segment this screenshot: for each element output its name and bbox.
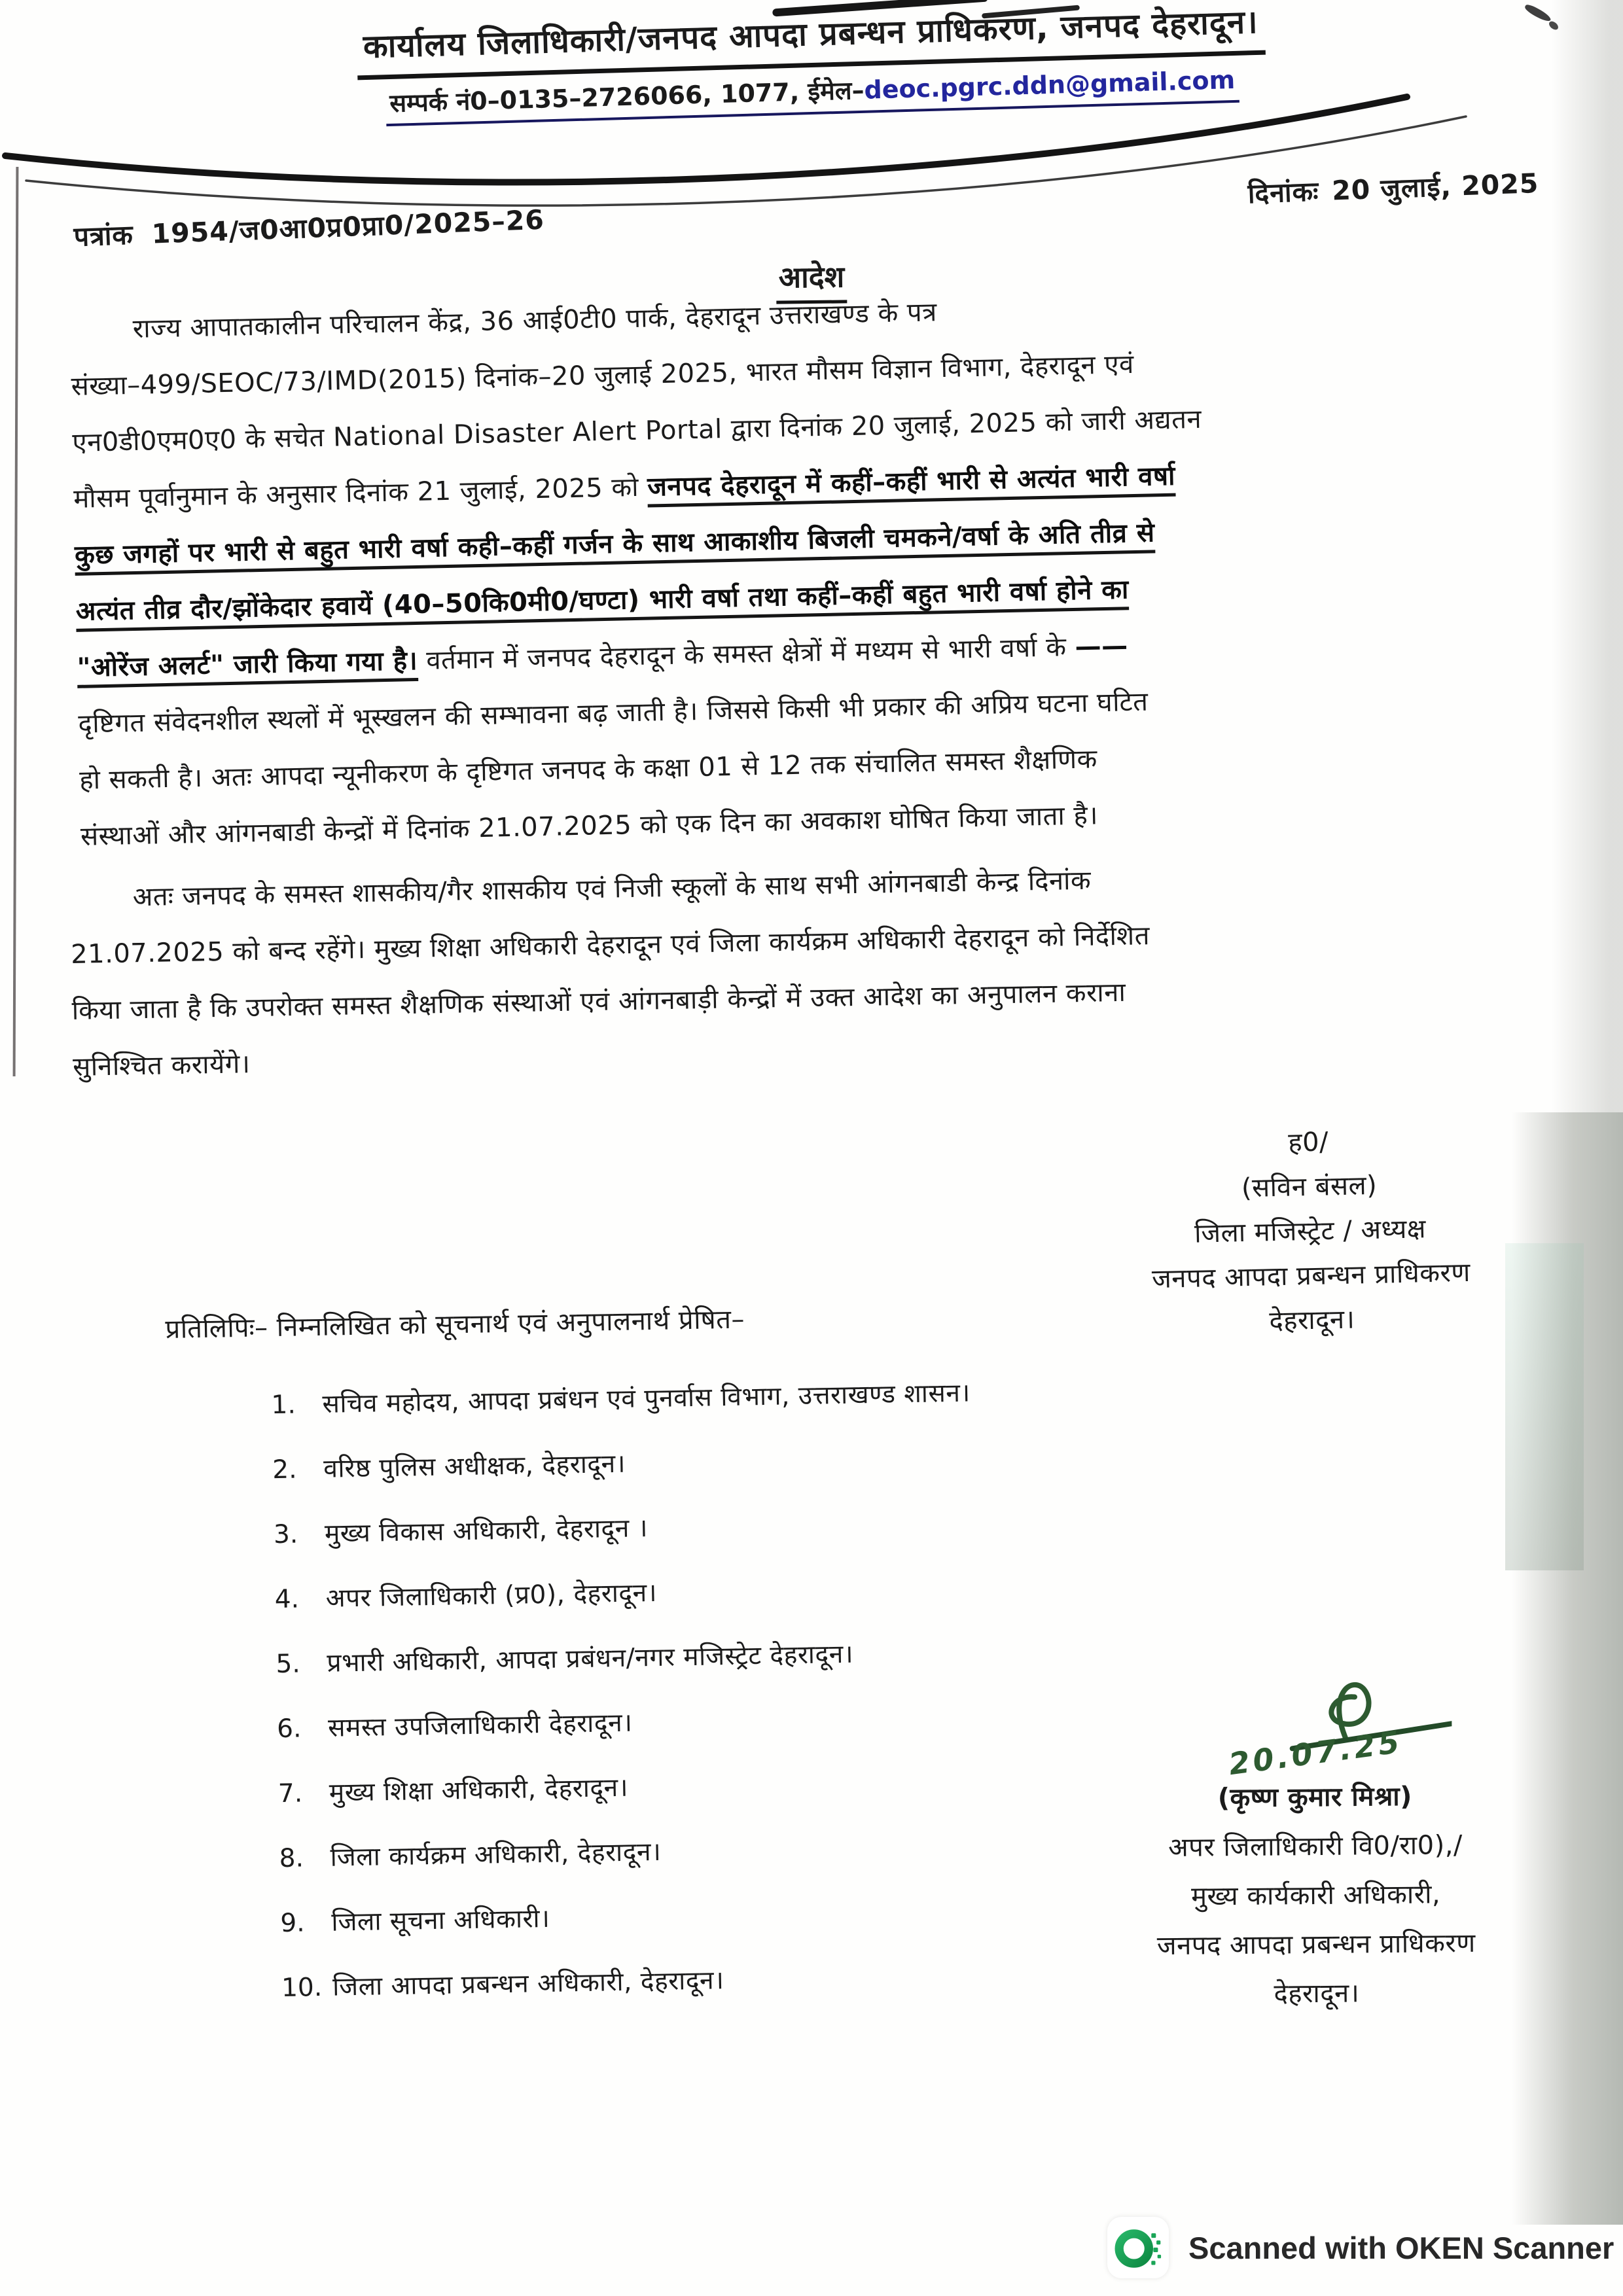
email-address: deoc.pgrc.ddn@gmail.com <box>863 65 1236 105</box>
body-line: अत्यंत तीव्र दौर/झोंकेदार हवायें (40–50कि0मी0/घण्टा) भारी वर्षा तथा कहीं–कहीं बहुत भारी वर्षा होने का <box>75 552 1561 640</box>
body-line: दृष्टिगत संवेदनशील स्थलों में भूस्खलन की सम्भावना बढ़ जाती है। जिससे किसी भी प्रकार की अप्रिय घटना घटित <box>78 686 1149 739</box>
item-number: 6. <box>276 1714 302 1744</box>
body-line: कुछ जगहों पर भारी से बहुत भारी वर्षा कही–कहीं गर्जन के साथ आकाशीय बिजली चमकने/वर्षा के अति तीव्र से <box>74 496 1560 584</box>
order-title: आदेश <box>776 256 847 304</box>
body-line: मौसम पूर्वानुमान के अनुसार दिनांक 21 जुलाई, 2025 को जनपद देहरादून में कहीं–कहीं भारी से अत्यंत भारी वर्षा <box>73 461 1176 514</box>
item-number: 8. <box>279 1843 304 1874</box>
body-line: अतः जनपद के समस्त शासकीय/गैर शासकीय एवं निजी स्कूलों के साथ सभी आंगनबाडी केन्द्र दिनांक <box>132 865 1092 913</box>
item-text: मुख्य विकास अधिकारी, देहरादून । <box>324 1513 649 1549</box>
item-text: जिला आपदा प्रबन्धन अधिकारी, देहरादून। <box>332 1966 724 2002</box>
letter-number: पत्रांक 1954/ज0आ0प्र0प्रा0/2025–26 <box>73 203 545 253</box>
signature-line: जिला मजिस्ट्रेट / अध्यक्ष <box>1194 1214 1427 1249</box>
distribution-heading: प्रतिलिपिः– निम्नलिखित को सूचनार्थ एवं अनुपालनार्थ प्रेषित– <box>165 1304 745 1345</box>
item-number: 3. <box>273 1519 298 1550</box>
item-text: प्रभारी अधिकारी, आपदा प्रबंधन/नगर मजिस्ट्रेट देहरादून। <box>327 1639 854 1678</box>
body-line: किया जाता है कि उपरोक्त समस्त शैक्षणिक संस्थाओं एवं आंगनबाड़ी केन्द्रों में उक्त आदेश का अनुपालन कराना <box>71 977 1126 1026</box>
item-number: 2. <box>272 1455 297 1485</box>
body-line: सुनिश्चित करायेंगे। <box>72 1049 251 1082</box>
signature-line: जनपद आपदा प्रबन्धन प्राधिकरण <box>1151 1257 1471 1295</box>
body-line: एन0डी0एम0ए0 के सचेत National Disaster Alert Portal द्वारा दिनांक 20 जुलाई, 2025 को जारी अद्यतन <box>72 404 1202 458</box>
body-line: संस्थाओं और आंगनबाडी केन्द्रों में दिनांक 21.07.2025 को एक दिन का अवकाश घोषित किया जाता है। <box>80 800 1099 852</box>
body-line: "ओरेंज अलर्ट" जारी किया गया है। वर्तमान में जनपद देहरादून के समस्त क्षेत्रों में मध्यम से भारी वर्षा के —— <box>77 609 1563 696</box>
body-line: संख्या–499/SEOC/73/IMD(2015) दिनांक–20 जुलाई 2025, भारत मौसम विज्ञान विभाग, देहरादून एवं <box>71 349 1135 402</box>
office-title: कार्यालय जिलाधिकारी/जनपद आपदा प्रबन्धन प्राधिकरण, जनपद देहरादून। <box>356 0 1266 80</box>
scan-edge-shadow <box>1505 1243 1584 1570</box>
item-number: 10. <box>281 1972 323 2004</box>
body-line: राज्य आपातकालीन परिचालन केंद्र, 36 आई0टी0 पार्क, देहरादून उत्तराखण्ड के पत्र <box>132 297 938 344</box>
signature-line: ह0/ <box>1287 1127 1329 1158</box>
signature-line: जनपद आपदा प्रबन्धन प्राधिकरण <box>1156 1928 1476 1962</box>
body-line: हो सकती है। अतः आपदा न्यूनीकरण के दृष्टिगत जनपद के कक्षा 01 से 12 तक संचालित समस्त शैक्षणिक <box>79 744 1098 796</box>
item-text: समस्त उपजिलाधिकारी देहरादून। <box>327 1708 633 1743</box>
signature-line: देहरादून। <box>1268 1304 1355 1337</box>
item-text: सचिव महोदय, आपदा प्रबंधन एवं पुनर्वास विभाग, उत्तराखण्ड शासन। <box>322 1378 971 1419</box>
letter-date: दिनांकः 20 जुलाई, 2025 <box>1247 167 1540 210</box>
endorsing-officer-block <box>1085 1673 1546 2021</box>
order-body-paragraph-2 <box>69 844 1559 1095</box>
officer-name: (कृष्ण कुमार मिश्रा) <box>1217 1781 1413 1814</box>
item-text: अपर जिलाधिकारी (प्र0), देहरादून। <box>325 1578 658 1614</box>
item-text: जिला कार्यक्रम अधिकारी, देहरादून। <box>330 1837 662 1873</box>
signature-line: (सविन बंसल) <box>1241 1170 1378 1204</box>
oken-scanner-logo-icon <box>1107 2217 1169 2278</box>
signature-line: अपर जिलाधिकारी वि0/रा0),/ <box>1168 1830 1463 1863</box>
signature-line: मुख्य कार्यकारी अधिकारी, <box>1190 1879 1441 1912</box>
item-text: मुख्य शिक्षा अधिकारी, देहरादून। <box>329 1773 629 1808</box>
item-text: जिला सूचना अधिकारी। <box>330 1903 550 1937</box>
scanner-watermark <box>1107 2217 1614 2278</box>
officer-designation-lines <box>1086 1820 1546 2021</box>
item-number: 4. <box>274 1584 300 1615</box>
handwritten-signature <box>1085 1673 1544 1782</box>
signature-line: देहरादून। <box>1274 1978 1360 2009</box>
order-body-paragraph-1 <box>69 271 1567 864</box>
item-text: वरिष्ठ पुलिस अधीक्षक, देहरादून। <box>323 1449 626 1484</box>
contact-numbers: सम्पर्क नं0–0135–2726066, 1077, ईमेल– <box>389 75 865 118</box>
handwritten-date: 20.07.25 <box>1226 1723 1405 1782</box>
item-number: 9. <box>279 1908 305 1939</box>
item-number: 5. <box>276 1649 301 1680</box>
body-line: 21.07.2025 को बन्द रहेंगे। मुख्य शिक्षा अधिकारी देहरादून एवं जिला कार्यक्रम अधिकारी देहरादून को निर्देशित <box>70 921 1150 970</box>
item-number: 1. <box>271 1390 296 1421</box>
item-number: 7. <box>277 1778 303 1809</box>
scanner-watermark-text: Scanned with OKEN Scanner <box>1188 2230 1614 2265</box>
